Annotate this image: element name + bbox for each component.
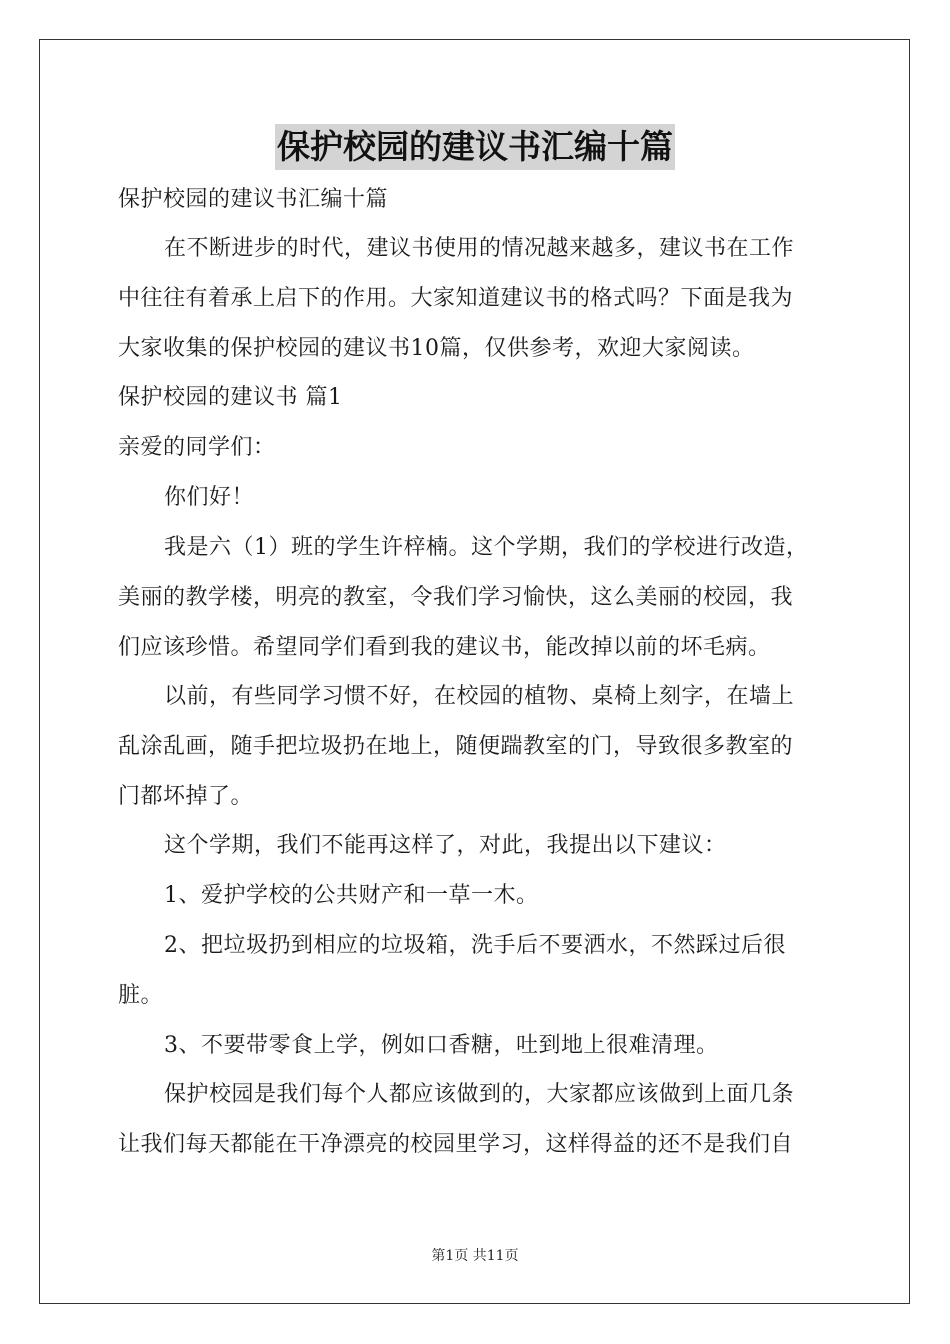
paragraph-line: 保护校园是我们每个人都应该做到的，大家都应该做到上面几条 [164, 1082, 795, 1107]
document-title: 保护校园的建议书汇编十篇 [275, 124, 675, 170]
paragraph-line: 让我们每天都能在干净漂亮的校园里学习，这样得益的还不是我们自 [118, 1132, 794, 1157]
paragraph-line: 乱涂乱画，随手把垃圾扔在地上，随便踹教室的门，导致很多教室的 [118, 734, 794, 759]
subtitle-line: 保护校园的建议书汇编十篇 [118, 187, 389, 212]
paragraph-line: 们应该珍惜。希望同学们看到我的建议书，能改掉以前的坏毛病。 [118, 635, 771, 660]
list-item-continuation: 脏。 [118, 983, 164, 1008]
list-item: 2、把垃圾扔到相应的垃圾箱，洗手后不要洒水，不然踩过后很 [164, 933, 786, 958]
salutation-line: 亲爱的同学们： [118, 435, 276, 460]
section-heading: 保护校园的建议书 篇1 [118, 385, 343, 410]
greeting-line: 你们好！ [164, 485, 255, 510]
title-container [0, 124, 950, 170]
list-item: 1、爱护学校的公共财产和一草一木。 [164, 883, 539, 908]
paragraph-line: 门都坏掉了。 [118, 784, 254, 809]
paragraph-line: 以前，有些同学习惯不好，在校园的植物、桌椅上刻字，在墙上 [164, 684, 795, 709]
paragraph-line: 在不断进步的时代，建议书使用的情况越来越多，建议书在工作 [164, 236, 795, 261]
paragraph-line: 中往往有着承上启下的作用。大家知道建议书的格式吗？下面是我为 [118, 286, 794, 311]
paragraph-line: 大家收集的保护校园的建议书10篇，仅供参考，欢迎大家阅读。 [118, 336, 755, 361]
paragraph-line: 这个学期，我们不能再这样了，对此，我提出以下建议： [164, 833, 727, 858]
paragraph-line: 美丽的教学楼，明亮的教室，令我们学习愉快，这么美丽的校园，我 [118, 585, 794, 610]
page-border [39, 39, 910, 1304]
list-item: 3、不要带零食上学，例如口香糖，吐到地上很难清理。 [164, 1033, 719, 1058]
paragraph-line: 我是六（1）班的学生许梓楠。这个学期，我们的学校进行改造， [164, 535, 809, 560]
page-number: 第1页 共11页 [431, 1248, 519, 1264]
